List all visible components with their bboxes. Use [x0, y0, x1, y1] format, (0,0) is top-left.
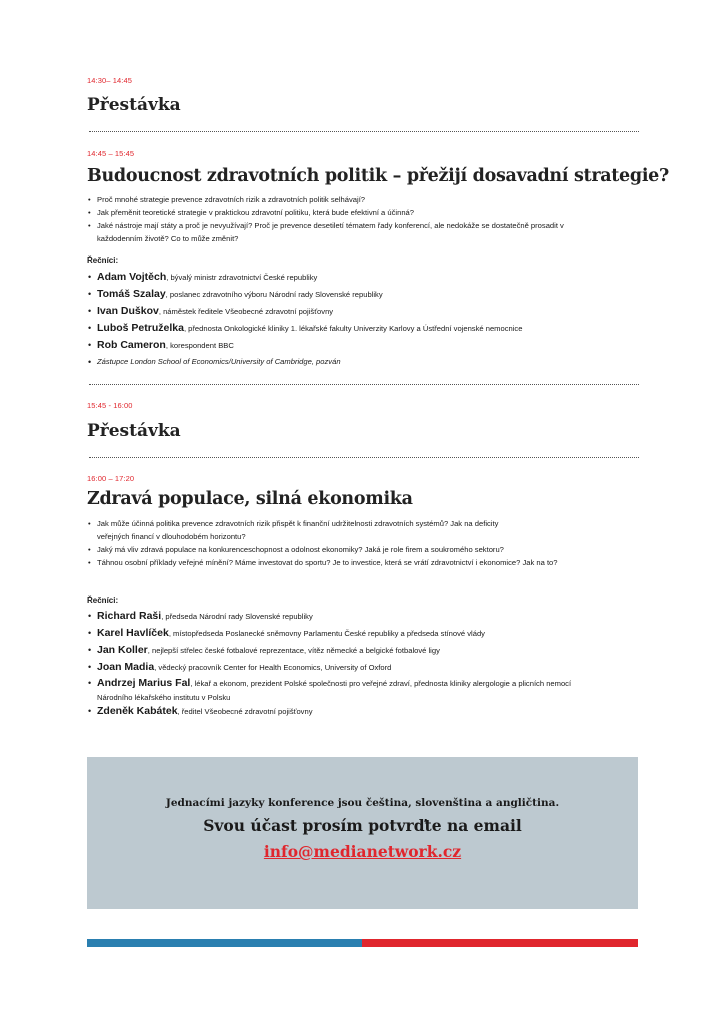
speaker-item	[87, 304, 639, 321]
speaker-name: Karel Havlíček	[97, 627, 169, 639]
speaker-item	[87, 270, 639, 287]
speaker-item	[87, 609, 639, 626]
session-title: Budoucnost zdravotních politik – přežijí dosavadní strategie?	[87, 166, 669, 186]
languages-note: Jednacími jazyky konference jsou čeština, slovenština a angličtina.	[165, 797, 560, 809]
speaker-name: Zdeněk Kabátek	[97, 705, 178, 717]
speaker-role: , bývalý ministr zdravotnictví České republiky	[166, 273, 318, 282]
speaker-item	[87, 660, 639, 677]
speaker-role: , lékař a ekonom, prezident Polské společnosti pro veřejné zdraví, přednosta kliniky alergologie a plicních nemocí Národního lékařského institutu v Polsku	[97, 679, 572, 702]
speaker-role: , nejlepší střelec české fotbalové reprezentace, vítěz německé a belgické fotbalové ligy	[147, 646, 440, 655]
dotted-separator	[89, 131, 639, 132]
session-time: 15:45 - 16:00	[87, 401, 133, 410]
speaker-item	[87, 321, 639, 338]
question-list	[87, 517, 639, 569]
speaker-name: Rob Cameron	[97, 339, 166, 351]
speaker-role: , poslanec zdravotního výboru Národní rady Slovenské republiky	[165, 290, 383, 299]
session-time: 14:45 – 15:45	[87, 149, 135, 158]
speakers-label: Řečníci:	[87, 596, 119, 605]
speaker-role: , ředitel Všeobecné zdravotní pojišťovny	[177, 707, 313, 716]
speaker-item	[87, 338, 639, 355]
speaker-name: Luboš Petruželka	[97, 322, 184, 334]
question-item: • Jak může účinná politika prevence zdravotních rizik přispět k finanční udržitelnosti zdravotních systémů? Jak na deficity veřejných financí v dlouhodobém horizontu?	[87, 517, 639, 543]
speaker-item	[87, 626, 639, 643]
speaker-item	[87, 704, 639, 721]
break-heading: Přestávka	[87, 95, 181, 115]
dotted-separator	[89, 457, 639, 458]
rsvp-box	[87, 757, 638, 909]
speaker-role: , místopředseda Poslanecké sněmovny Parlamentu České republiky a předseda stínové vlády	[168, 629, 485, 638]
question-item: • Proč mnohé strategie prevence zdravotních rizik a zdravotních politik selhávají?	[87, 193, 639, 206]
speaker-role: , přednosta Onkologické kliniky 1. lékařské fakulty Univerzity Karlovy a Ústřední vojenské nemocnice	[183, 324, 523, 333]
session-time: 16:00 – 17:20	[87, 474, 135, 483]
speaker-item	[87, 643, 639, 660]
speaker-note: Zástupce London School of Economics/University of Cambridge, pozván	[97, 357, 341, 366]
footer-bar-red	[362, 939, 638, 947]
question-item: • Jaký má vliv zdravá populace na konkurenceschopnost a odolnost ekonomiky? Jaká je role firem a soukromého sektoru?	[87, 543, 639, 556]
email-link[interactable]: info@medianetwork.cz	[263, 842, 462, 861]
speaker-name: Ivan Duškov	[97, 305, 159, 317]
break-heading: Přestávka	[87, 421, 181, 441]
question-item: • Jak přeměnit teoretické strategie v praktickou zdravotní politiku, která bude efektivní a účinná?	[87, 206, 639, 219]
speaker-item	[87, 355, 639, 372]
speaker-item	[87, 677, 639, 704]
speaker-role: , předseda Národní rady Slovenské republiky	[161, 612, 313, 621]
speaker-name: Richard Raši	[97, 610, 162, 622]
speaker-role: , vědecký pracovník Center for Health Economics, University of Oxford	[154, 663, 392, 672]
speaker-role: , korespondent BBC	[165, 341, 234, 350]
speaker-name: Tomáš Szalay	[97, 288, 166, 300]
question-item: • Jaké nástroje mají státy a proč je nevyužívají? Proč je prevence desetiletí tématem řady konferencí, ale nedokáže se dostatečně prosadit v každodenním životě? Co to může změnit?	[87, 219, 639, 245]
speaker-item	[87, 287, 639, 304]
session-time: 14:30– 14:45	[87, 76, 132, 85]
speaker-list	[87, 609, 639, 721]
question-item: • Táhnou osobní příklady veřejné mínění? Máme investovat do sportu? Je to investice, která se vrátí zdravotnictví i ekonomice? Jak na to?	[87, 556, 639, 569]
speaker-list	[87, 270, 639, 372]
footer-bar-blue	[87, 939, 362, 947]
speaker-role: , náměstek ředitele Všeobecné zdravotní pojišťovny	[158, 307, 334, 316]
speaker-name: Jan Koller	[97, 644, 148, 656]
question-list	[87, 193, 639, 245]
speaker-name: Joan Madia	[97, 661, 155, 673]
speaker-name: Andrzej Marius Fal	[97, 677, 191, 689]
dotted-separator	[89, 384, 639, 385]
speakers-label: Řečníci:	[87, 256, 119, 265]
speaker-name: Adam Vojtěch	[97, 271, 167, 283]
session-title: Zdravá populace, silná ekonomika	[87, 489, 413, 509]
confirm-text: Svou účast prosím potvrďte na email	[203, 816, 522, 835]
